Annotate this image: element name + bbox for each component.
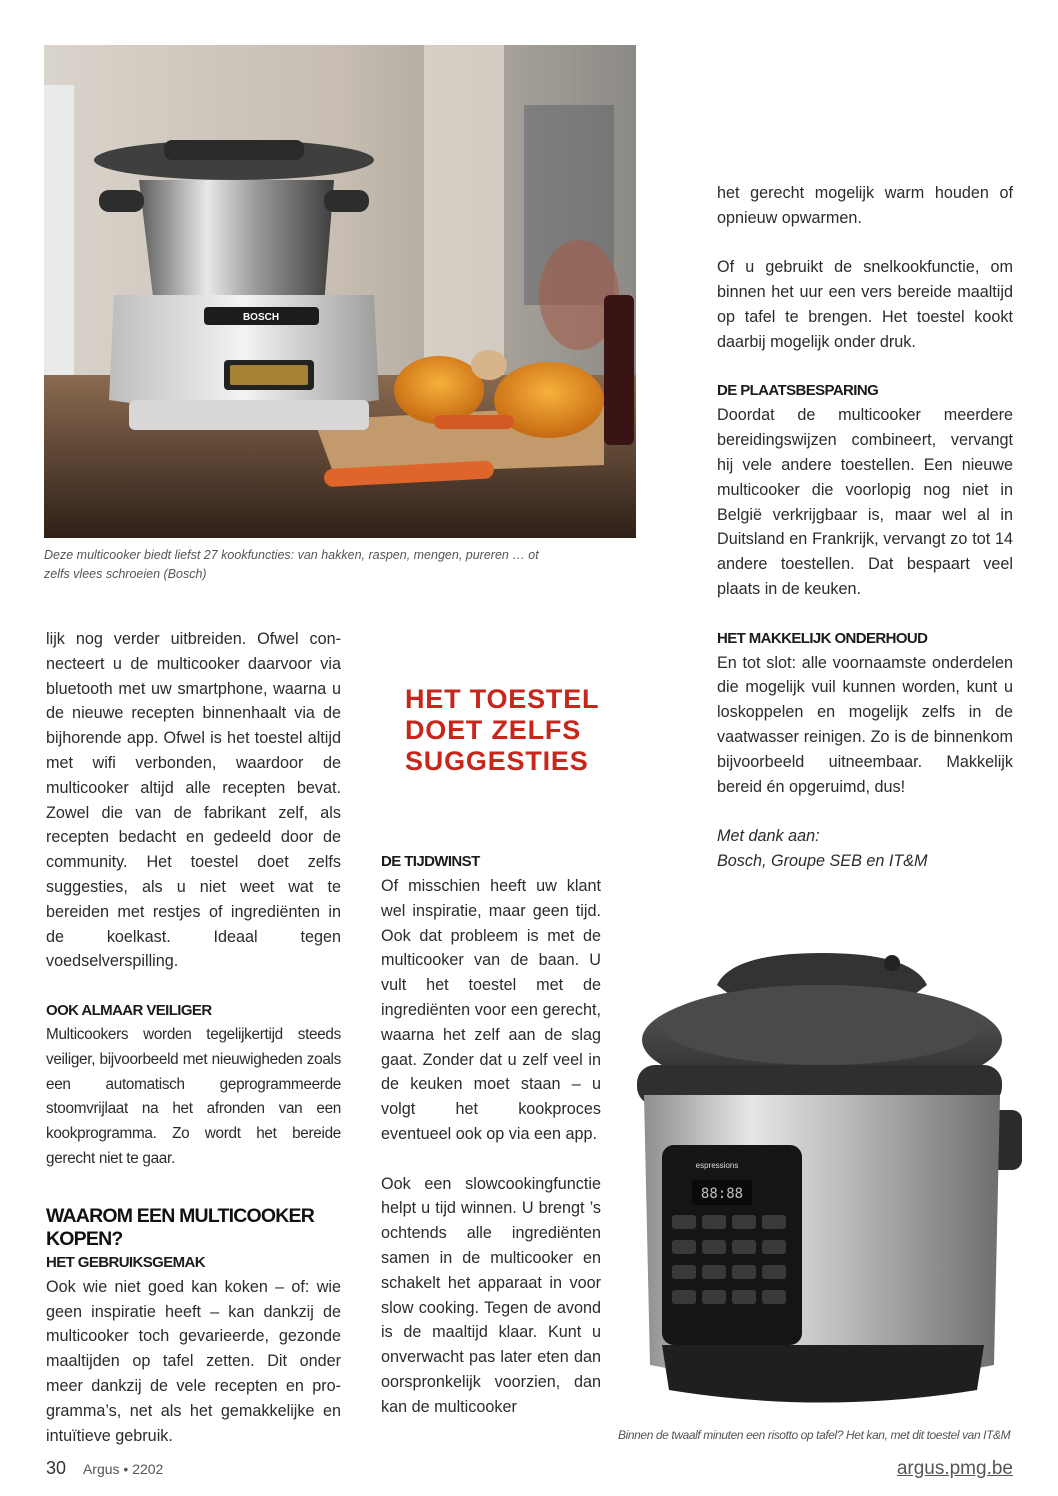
onderhoud-paragraph: En tot slot: alle voornaamste onderdelen die mogelijk vuil kunnen worden, kunt u loskoppelen en mogelijk zelfs in de vaatwasser reinigen. Zo is de binnenkom bijvoorbeeld uitneembaar. Makkelijk bereid én opgeruimd, dus! <box>717 653 1013 796</box>
footer-website-link[interactable]: argus.pmg.be <box>896 1458 1013 1479</box>
section-heading-waarom: WAAROM EEN MULTICOOKER KOPEN? <box>46 1204 315 1250</box>
column-3 <box>717 181 1013 874</box>
column-2 <box>381 850 601 1420</box>
subhead-plaatsbesparing: DE PLAATSBESPARING <box>717 382 879 400</box>
subhead-tijdwinst: DE TIJDWINST <box>381 853 480 870</box>
warm-houden-paragraph: het gerecht mogelijk warm houden of opnieuw opwarmen. <box>717 184 1013 227</box>
cooker-display: 88:88 <box>700 1186 744 1202</box>
subhead-gebruiksgemak: HET GEBRUIKSGEMAK <box>46 1253 205 1271</box>
espressions-logo: espressions <box>695 1161 739 1170</box>
top-photo-caption: Deze multicooker biedt liefst 27 kookfuncties: van hakken, raspen, mengen, pureren … ot zelfs vlees schroeien (Bosch) <box>44 548 539 581</box>
product-photo-pressure-cooker <box>622 945 1022 1425</box>
footer-left <box>46 1458 163 1479</box>
gebruiksgemak-paragraph: Ook wie niet goed kan koken – of: wie geen inspiratie heeft – kan dankzij de multicooker toch gevarieerde, gezonde maaltijden op tafel zetten. Dit onder meer dankzij de vele recepten en programma’s, net als het gemakkelijke en intuïtieve gebruik. <box>46 1277 341 1445</box>
subhead-makkelijk-onderhoud: HET MAKKELIJK ONDERHOUD <box>717 629 928 647</box>
pullquote: HET TOESTEL DOET ZELFS SUGGESTIES <box>405 684 599 776</box>
plaatsbesparing-paragraph: Doordat de multicooker meerdere bereidingswijzen combineert, vervangt hij vele andere toestellen. Een nieuwe multicooker die voorlopig nog niet in België verkrijgbaar is, maar wel al in Duitsland en Frankrijk, vervangt zo tot 14 andere toestellen. Dat bespaart veel plaats in de keuken. <box>717 406 1013 598</box>
bottom-photo-caption: Binnen de twaalf minuten een risotto op tafel? Het kan, met dit toestel van IT&M <box>618 1428 1011 1442</box>
magazine-issue: Argus • 2202 <box>82 1461 164 1477</box>
subhead-ook-almaar-veiliger: OOK ALMAAR VEILIGER <box>46 1001 212 1019</box>
column-1 <box>46 627 341 1448</box>
kitchen-scene-illustration <box>44 45 636 538</box>
bosch-logo: BOSCH <box>242 312 280 323</box>
pressure-cooker-illustration <box>622 945 1022 1425</box>
veiliger-paragraph: Multicookers worden tegelijkertijd steeds veiliger, bijvoorbeeld met nieuwigheden zoals een automatisch geprogrammeerde stoomvrijlaat na het afronden van een kookprogramma. Zo wordt het bereide gerecht niet te gaar. <box>46 1025 341 1167</box>
thanks-label: Met dank aan: <box>717 827 820 846</box>
page-number: 30 <box>46 1458 67 1478</box>
thanks-credits: Bosch, Groupe SEB en IT&M <box>717 851 928 870</box>
slowcooking-paragraph: Ook een slowcookingfunctie helpt u tijd winnen. U brengt ’s ochtends alle ingrediënten samen in de multicooker en schakelt het apparaat in voor slow cooking. Tegen de avond is de maaltijd klaar. Kunt u onverwacht pas later eten dan oorspronkelijk voorzien, dan kan de multicooker <box>381 1174 601 1416</box>
hero-photo-bosch-multicooker <box>44 45 636 538</box>
snelkook-paragraph: Of u gebruikt de snelkookfunctie, om binnen het uur een vers bereide maaltijd op tafel te brengen. Het toestel kookt daarbij mogelijk onder druk. <box>717 258 1013 351</box>
intro-paragraph: lijk nog verder uitbreiden. Ofwel connecteert u de multicooker daarvoor via bluetooth met uw smartphone, waarna u de nieuwe recepten binnenhaalt via de bijhorende app. Ofwel is het toestel altijd met wifi verbonden, waardoor de multicooker altijd alle recepten bevat. Zowel die van de fabrikant zelf, als recepten bedacht en gedeeld door de community. Het toestel doet zelfs suggesties, als u niet weet wat te bereiden met restjes of ingrediënten in de koelkast. Ideaal tegen voedselverspilling. <box>46 630 341 971</box>
tijdwinst-paragraph: Of misschien heeft uw klant wel inspiratie, maar geen tijd. Ook dat probleem is met de multicooker van de baan. U vult het toestel met de ingrediënten voor een gerecht, waarna het zelf aan de slag gaat. Zonder dat u zelf veel in de keuken moet staan – u volgt het kookproces eventueel ook op via een app. <box>381 877 601 1143</box>
